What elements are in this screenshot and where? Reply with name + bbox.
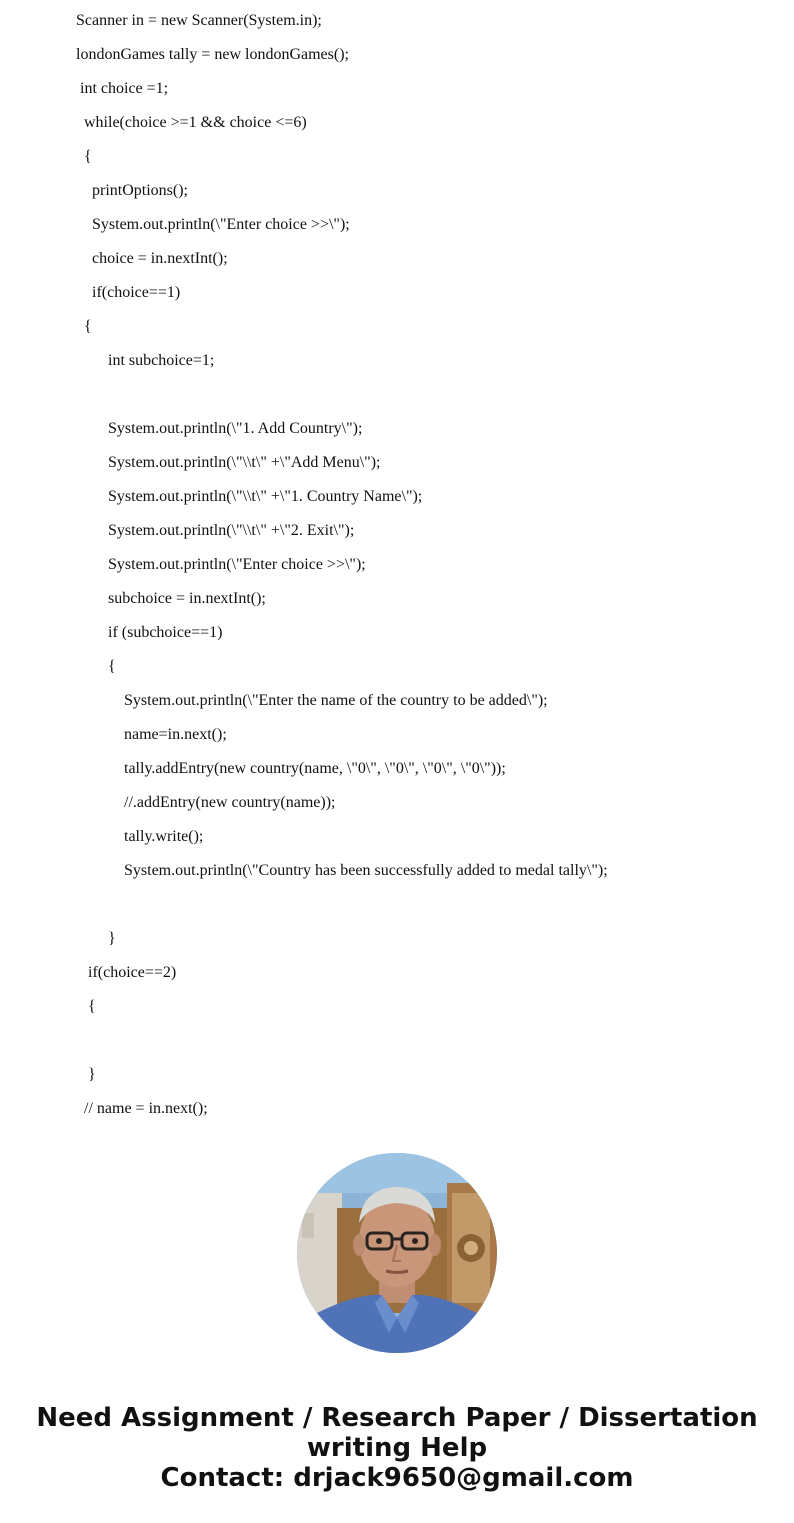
footer-line-2: writing Help [306,1433,488,1463]
code-line: tally.addEntry(new country(name, \"0\", \"0\", \"0\", \"0\")); [124,760,506,777]
code-line: { [108,658,116,675]
footer-banner [0,1403,794,1493]
code-line: { [84,318,92,335]
code-line: System.out.println(\"\\t\" +\"2. Exit\"); [108,522,355,539]
footer-contact: Contact: drjack9650@gmail.com [160,1463,634,1493]
code-line: System.out.println(\"Enter the name of the country to be added\"); [124,692,548,709]
code-line: subchoice = in.nextInt(); [108,590,266,607]
code-line: if (subchoice==1) [108,624,223,641]
code-line: { [88,998,96,1015]
code-line: System.out.println(\"\\t\" +\"Add Menu\"); [108,454,381,471]
code-line: //.addEntry(new country(name)); [124,794,336,811]
code-line: if(choice==2) [88,964,177,981]
portrait-illustration [297,1153,497,1353]
code-line: int choice =1; [80,80,169,97]
code-line: choice = in.nextInt(); [92,250,228,267]
code-line: } [88,1066,96,1083]
code-line: { [84,148,92,165]
avatar [297,1153,497,1353]
code-line: } [108,930,116,947]
code-line: if(choice==1) [92,284,181,301]
code-line: System.out.println(\"Enter choice >>\"); [92,216,350,233]
code-line: while(choice >=1 && choice <=6) [84,114,307,131]
code-line: System.out.println(\"Country has been successfully added to medal tally\"); [124,862,608,879]
code-line: printOptions(); [92,182,188,199]
code-line: System.out.println(\"1. Add Country\"); [108,420,363,437]
code-line: System.out.println(\"Enter choice >>\"); [108,556,366,573]
code-line: // name = in.next(); [84,1100,208,1117]
code-line: name=in.next(); [124,726,227,743]
code-line: Scanner in = new Scanner(System.in); [76,12,322,29]
code-line: int subchoice=1; [108,352,215,369]
code-line: londonGames tally = new londonGames(); [76,46,349,63]
footer-line-1: Need Assignment / Research Paper / Dissertation [36,1403,758,1433]
code-line: tally.write(); [124,828,204,845]
code-line: System.out.println(\"\\t\" +\"1. Country Name\"); [108,488,423,505]
